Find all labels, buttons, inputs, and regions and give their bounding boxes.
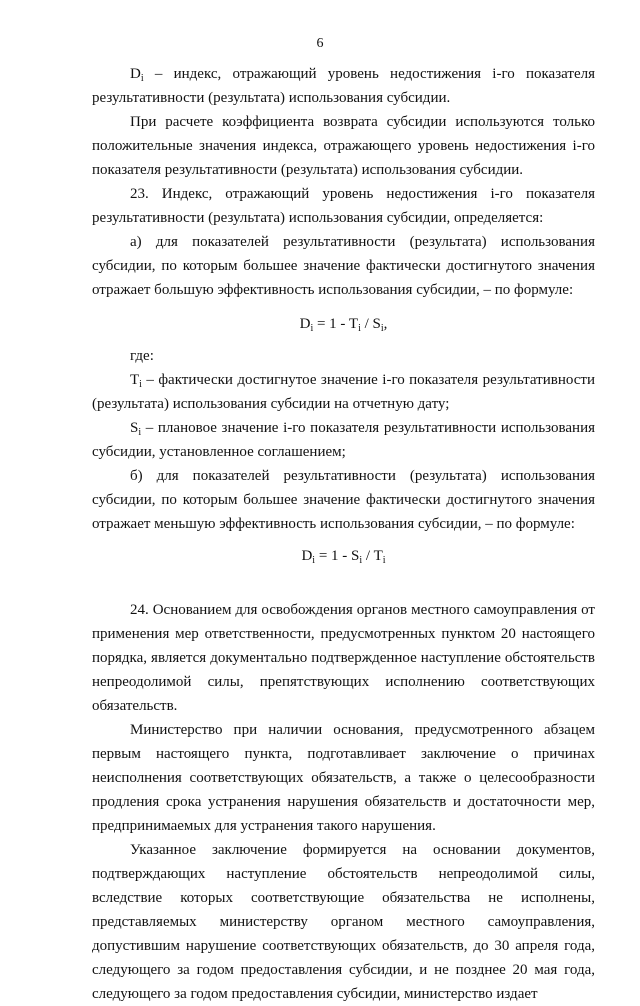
- paragraph-si-definition: $S_i$ – плановое значение i-го показателя результативности использования субсидии, установленное соглашением;: [92, 420, 595, 460]
- paragraph-23b: б) для показателей результативности (результата) использования субсидии, по которым большее значение фактически достигнутого значения отражает меньшую эффективность использования субсидии, – по формуле:: [92, 468, 595, 532]
- paragraph-text: – индекс, отражающий уровень недостижения i-го показателя результативности (результата) использования субсидии.: [92, 66, 596, 106]
- paragraph: При расчете коэффициента возврата субсидии используются только положительные значения индекса, отражающего уровень недостижения i-го показателя результативности (результата) использования субсидии.: [92, 114, 595, 178]
- document-body: [92, 62, 595, 1006]
- paragraph: Министерство при наличии основания, предусмотренного абзацем первым настоящего пункта, подготавливает заключение о причинах неисполнения соответствующих обязательств, а также о целесообразности продления срока устранения нарушения обязательств и достаточности мер, предпринимаемых для устранения такого нарушения.: [92, 722, 595, 834]
- paragraph-ti-definition: $T_i$ – фактически достигнутое значение i-го показателя результативности (результата) использования субсидии на отчетную дату;: [92, 372, 595, 412]
- paragraph-23a: а) для показателей результативности (результата) использования субсидии, по которым большее значение фактически достигнутого значения отражает большую эффективность использования субсидии, – по формуле:: [92, 234, 595, 298]
- paragraph: Указанное заключение формируется на основании документов, подтверждающих наступление обстоятельств непреодолимой силы, вследствие которых соответствующие обязательства не исполнены, представляемых министерству органом местного самоуправления, допустившим нарушение соответствующих обязательств, до 30 апреля года, следующего за годом предоставления субсидии, и не позднее 20 мая года, следующего за годом предоставления субсидии, министерство издает: [92, 842, 595, 1002]
- subscript-i: i: [140, 73, 144, 84]
- symbol-d: D: [130, 66, 141, 82]
- paragraph-where: где:: [130, 348, 154, 364]
- paragraph-24: 24. Основанием для освобождения органов местного самоуправления от применения мер ответственности, предусмотренных пунктом 20 настоящего порядка, является документально подтвержденное наступление обстоятельств непреодолимой силы, препятствующих исполнению соответствующих обязательств.: [92, 602, 595, 714]
- formula-1: $D_i = 1 - T_i / S_i$,: [299, 316, 388, 334]
- paragraph-di-definition: [92, 62, 595, 110]
- formula-2: $D_i = 1 - S_i / T_i$: [301, 548, 386, 566]
- page-number: 6: [316, 36, 324, 51]
- paragraph-23: 23. Индекс, отражающий уровень недостижения i-го показателя результативности (результата) использования субсидии, определяется:: [92, 186, 595, 226]
